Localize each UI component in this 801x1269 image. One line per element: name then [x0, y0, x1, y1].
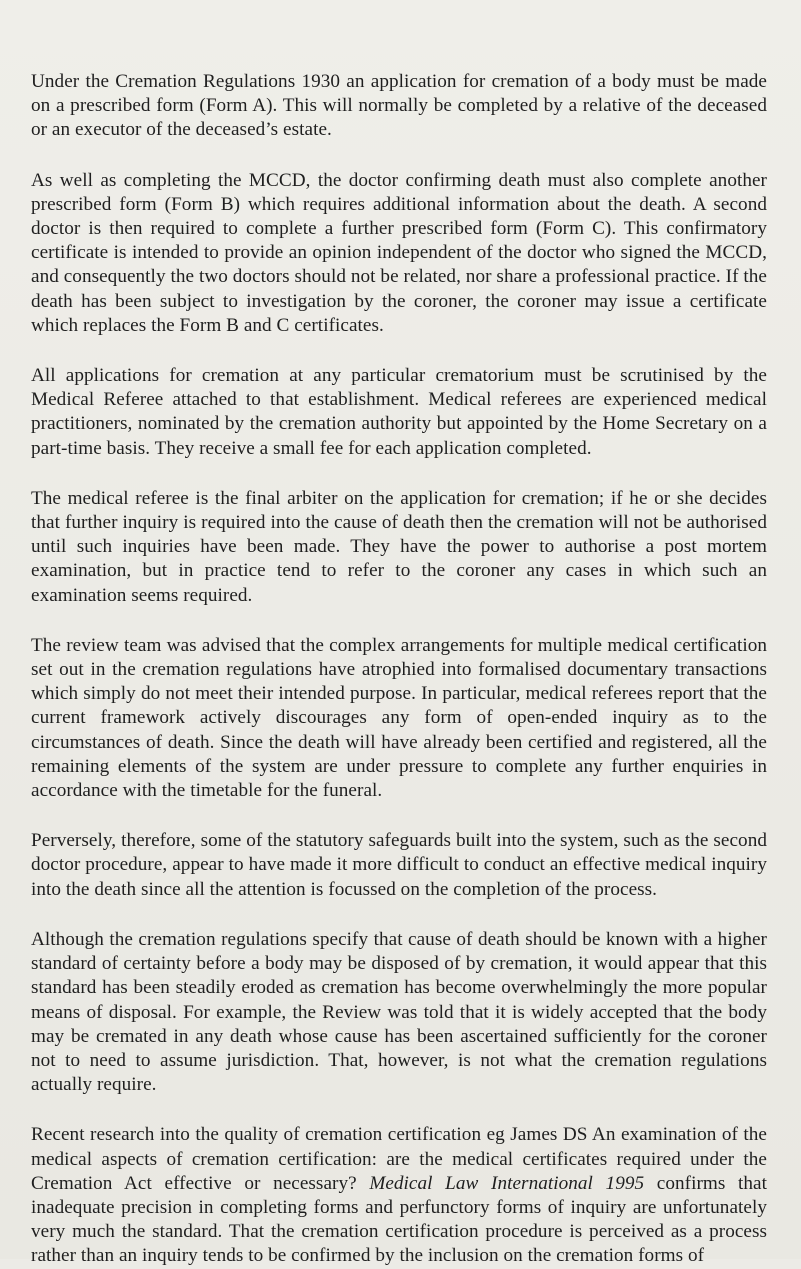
paragraph-text: Although the cremation regulations specify that cause of death should be known with a higher standard of certainty before a body may be disposed of by cremation, it would appear that this standard has been steadily eroded as cremation has become overwhelmingly the more popular means of disposal. For example, the Review was told that it is widely accepted that the body may be cremated in any death whose cause has been ascertained sufficiently for the coroner not to need to assume jurisdiction. That, however, is not what the cremation regulations actually require.: [31, 928, 767, 1096]
paragraph-final-arbiter: [31, 487, 767, 608]
paragraph-form-a: [31, 70, 767, 143]
paragraph-text: confirms that inadequate precision in completing forms and perfunctory forms of inquiry are unfortunately very much the standard. That the cremation certification procedure is perceived as a process rather than an inquiry tends to be confirmed by the inclusion on the cremation forms of: [31, 1172, 767, 1267]
paragraph-text: Perversely, therefore, some of the statutory safeguards built into the system, such as the second doctor procedure, appear to have made it more difficult to conduct an effective medical inquiry into the death since all the attention is focussed on the completion of the process.: [31, 830, 767, 900]
paragraph-medical-referee: [31, 364, 767, 461]
paragraph-text: Under the Cremation Regulations 1930 an application for cremation of a body must be made on a prescribed form (Form A). This will normally be completed by a relative of the deceased or an executor of the deceased’s estate.: [31, 71, 767, 141]
paragraph-text: The review team was advised that the complex arrangements for multiple medical certification set out in the cremation regulations have atrophied into formalised documentary transactions which simply do not meet their intended purpose. In particular, medical referees report that the current framework actively discourages any form of open-ended inquiry as to the circumstances of death. Since the death will have already been certified and registered, all the remaining elements of the system are under pressure to complete any further enquiries in accordance with the timetable for the funeral.: [31, 634, 767, 802]
paragraph-text: As well as completing the MCCD, the doctor confirming death must also complete another prescribed form (Form B) which requires additional information about the death. A second doctor is then required to complete a further prescribed form (Form C). This confirmatory certificate is intended to provide an opinion independent of the doctor who signed the MCCD, and consequently the two doctors should not be related, nor share a professional practice. If the death has been subject to investigation by the coroner, the coroner may issue a certificate which replaces the Form B and C certificates.: [31, 169, 767, 336]
paragraph-text: Recent research into the quality of cremation certification eg James DS An examination of the medical aspects of cremation certification: are the medical certificates required under the Cremation Act effective or necessary?: [31, 1124, 767, 1194]
paragraph-text: All applications for cremation at any particular crematorium must be scrutinised by the Medical Referee attached to that establishment. Medical referees are experienced medical practitioners, nominated by the cremation authority but appointed by the Home Secretary on a part-time basis. They receive a small fee for each application completed.: [31, 365, 767, 459]
journal-citation: Medical Law International 1995: [369, 1172, 645, 1194]
paragraph-recent-research: [31, 1123, 767, 1268]
paragraph-text: The medical referee is the final arbiter on the application for cremation; if he or she decides that further inquiry is required into the cause of death then the cremation will not be authorised until such inquiries have been made. They have the power to authorise a post mortem examination, but in practice tend to refer to the coroner any cases in which such an examination seems required.: [31, 487, 767, 606]
paragraph-review-team: [31, 634, 767, 803]
paragraph-perversely: [31, 829, 767, 902]
paragraph-form-b-c: [31, 169, 767, 338]
paragraph-standard-of-certainty: [31, 928, 767, 1097]
